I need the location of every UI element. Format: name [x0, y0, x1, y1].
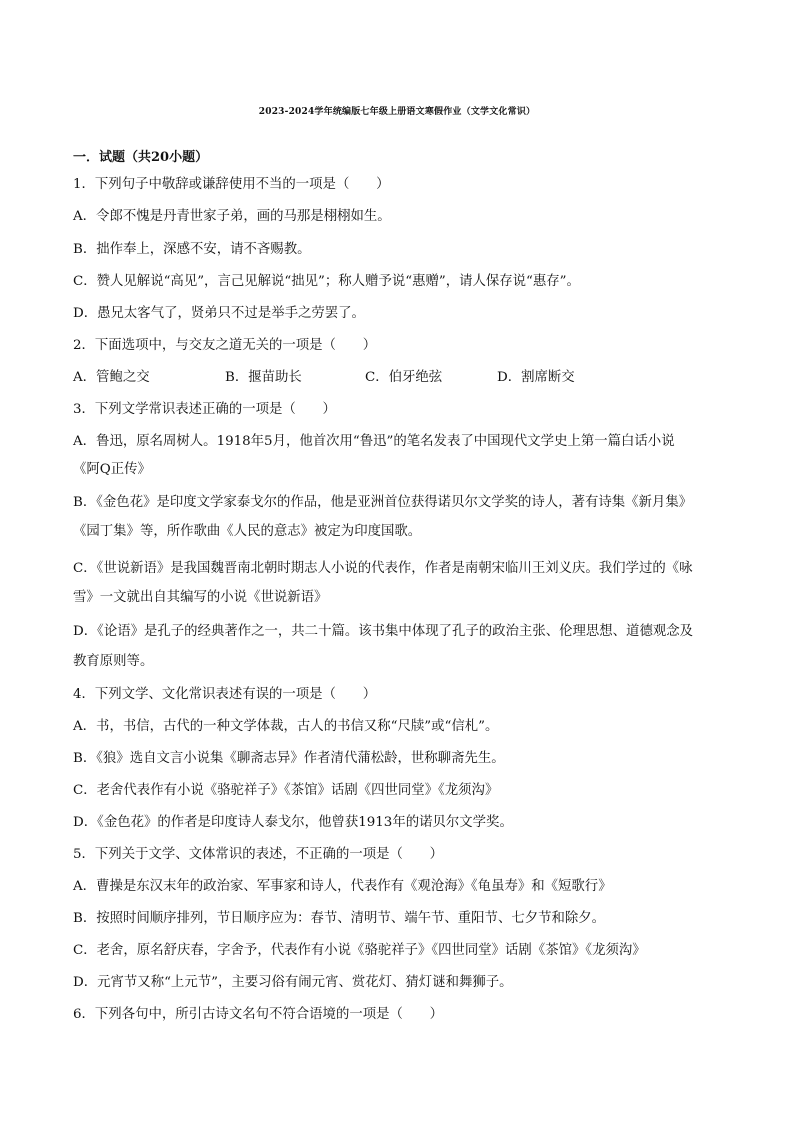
question-4-option-c: C．老舍代表作有小说《骆驼祥子》《茶馆》话剧《四世同堂》《龙须沟》: [73, 783, 499, 798]
question-3-option-c: C．《世说新语》是我国魏晋南北朝时期志人小说的代表作，作者是南朝宋临川王刘义庆。我们学过的《咏: [73, 561, 693, 576]
question-3-option-b-cont: 《园丁集》等，所作歌曲《人民的意志》被定为印度国歌。: [73, 524, 422, 539]
question-3-option-d: D．《论语》是孔子的经典著作之一，共二十篇。该书集中体现了孔子的政治主张、伦理思想、道德观念及: [73, 624, 694, 639]
question-3-option-d-cont: 教育原则等。: [73, 654, 154, 669]
question-1-option-c: C．赞人见解说“高见”，言己见解说“拙见”；称人赠予说“惠赠”，请人保存说“惠存”。: [73, 274, 580, 289]
question-5-option-a: A．曹操是东汉末年的政治家、军事家和诗人，代表作有《观沧海》《龟虽寿》和《短歌行》: [73, 879, 612, 894]
question-1-option-a: A．令郎不愧是丹青世家子弟，画的马那是栩栩如生。: [73, 209, 391, 224]
question-3-option-a: A．鲁迅，原名周树人。1918年5月，他首次用“鲁迅”的笔名发表了中国现代文学史上第一篇白话小说: [73, 434, 675, 449]
question-3-option-c-cont: 雪》一文就出自其编写的小说《世说新语》: [73, 590, 328, 605]
question-3-option-b: B．《金色花》是印度文学家泰戈尔的作品，他是亚洲首位获得诺贝尔文学奖的诗人，著有诗集《新月集》: [73, 495, 693, 510]
question-3-option-a-cont: 《阿Q正传》: [73, 462, 151, 477]
question-2-option-b: B．揠苗助长: [225, 370, 302, 385]
question-4-option-a: A．书，书信，古代的一种文学体裁，古人的书信又称“尺牍”或“信札”。: [73, 719, 499, 734]
question-4-option-d: D．《金色花》的作者是印度诗人泰戈尔，他曾获1913年的诺贝尔文学奖。: [73, 815, 513, 830]
question-1-option-b: B．拙作奉上，深感不安，请不吝赐教。: [73, 242, 311, 257]
question-5-option-d: D．元宵节又称“上元节”，主要习俗有闹元宵、赏花灯、猜灯谜和舞狮子。: [73, 975, 513, 990]
question-4-option-b: B．《狼》选自文言小说集《聊斋志异》作者清代蒲松龄，世称聊斋先生。: [73, 751, 505, 766]
question-2-option-d: D．割席断交: [497, 370, 575, 385]
question-5-stem: 5．下列关于文学、文体常识的表述，不正确的一项是（ ）: [73, 847, 444, 862]
question-5-option-c: C．老舍，原名舒庆春，字舍予，代表作有小说《骆驼祥子》《四世同堂》话剧《茶馆》《龙须沟》: [73, 943, 646, 958]
section-heading: 一．试题（共20小题）: [73, 150, 209, 165]
question-1-stem: 1．下列句子中敬辞或谦辞使用不当的一项是（ ）: [73, 177, 390, 192]
question-4-stem: 4．下列文学、文化常识表述有误的一项是（ ）: [73, 687, 377, 702]
question-2-stem: 2．下面选项中，与交友之道无关的一项是（ ）: [73, 338, 377, 353]
question-6-stem: 6．下列各句中，所引古诗文名句不符合语境的一项是（ ）: [73, 1007, 444, 1022]
question-2-option-a: A．管鲍之交: [73, 370, 150, 385]
question-1-option-d: D．愚兄太客气了，贤弟只不过是举手之劳罢了。: [73, 306, 365, 321]
question-5-option-b: B．按照时间顺序排列，节日顺序应为：春节、清明节、端午节、重阳节、七夕节和除夕。: [73, 911, 606, 926]
question-2-option-c: C．伯牙绝弦: [365, 370, 443, 385]
page-title: 2023-2024学年统编版七年级上册语文寒假作业（文学文化常识）: [258, 107, 536, 117]
question-3-stem: 3．下列文学常识表述正确的一项是（ ）: [73, 402, 336, 417]
